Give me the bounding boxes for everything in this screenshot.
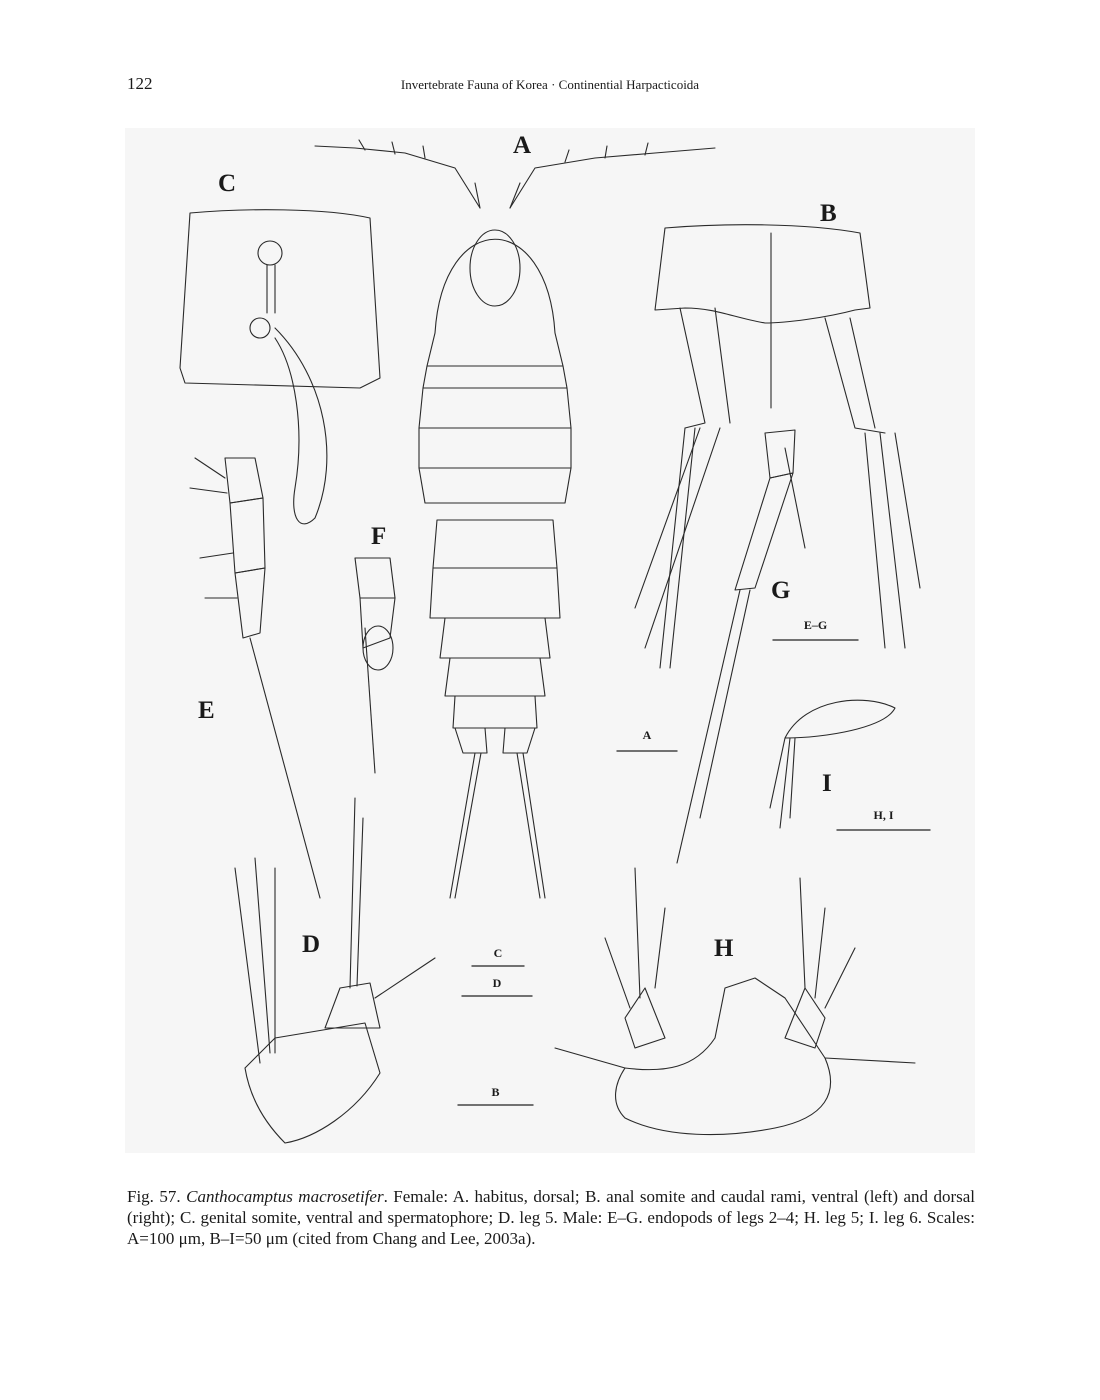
page-number: 122 bbox=[127, 74, 153, 93]
running-title: Invertebrate Fauna of Korea · Continential Harpacticoida bbox=[400, 77, 700, 92]
caption-species: Canthocamptus macrosetifer bbox=[186, 1187, 384, 1206]
panel-label-i: I bbox=[822, 770, 832, 797]
scale-label-c: C bbox=[493, 946, 503, 960]
scale-label-e-g: E–G bbox=[803, 618, 828, 632]
scale-label-d: D bbox=[492, 976, 502, 990]
caption-text: . Female: A. habitus, dorsal; B. anal somite and caudal rami, ventral (left) and dorsal (right); C. genital somite, ventral and spermatophore; D. leg 5. Male: E–G. endopods of legs 2–4; H. leg 5; I. leg 6. Scales: A=100 μm, B–I=50 μm (cited from Chang and Lee, 2003a). bbox=[127, 1187, 976, 1248]
scale-label-a: A bbox=[642, 728, 652, 742]
figure-plate bbox=[125, 128, 975, 1153]
panel-label-d: D bbox=[302, 931, 321, 958]
caption-fig-number: Fig. 57. bbox=[127, 1187, 181, 1206]
panel-label-e: E bbox=[198, 697, 215, 724]
panel-label-g: G bbox=[771, 577, 791, 604]
page-header bbox=[127, 74, 973, 96]
scale-label-h-i: H, I bbox=[873, 808, 894, 822]
scale-label-b: B bbox=[491, 1085, 500, 1099]
panel-label-a: A bbox=[513, 132, 532, 159]
panel-label-b: B bbox=[820, 200, 837, 227]
figure-drawing bbox=[125, 128, 975, 1153]
panel-label-h: H bbox=[714, 935, 734, 962]
figure-caption bbox=[127, 1186, 975, 1249]
panel-label-f: F bbox=[371, 523, 387, 550]
panel-label-c: C bbox=[218, 170, 237, 197]
